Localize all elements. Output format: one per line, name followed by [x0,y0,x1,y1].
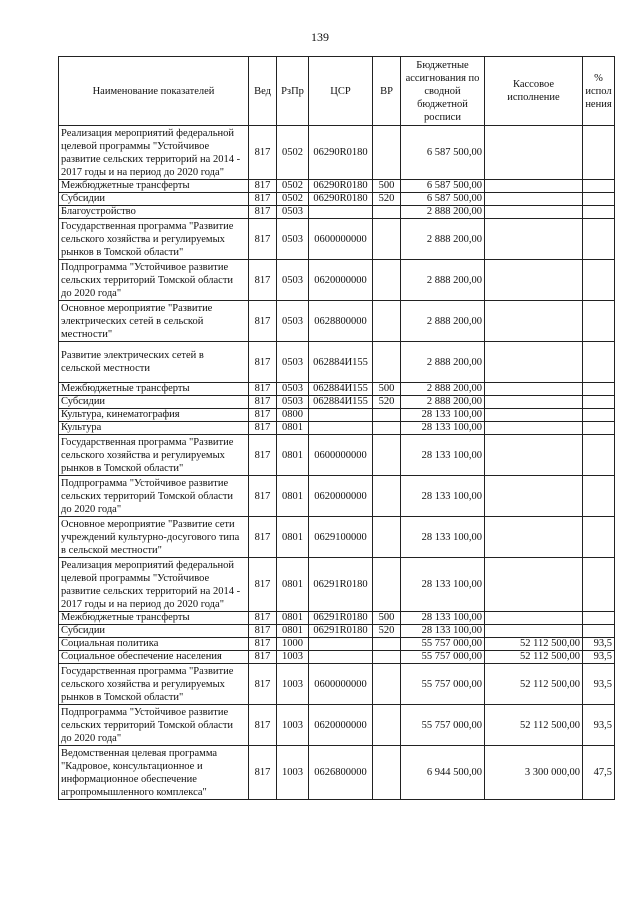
cell-vr [373,219,401,260]
cell-pct [583,383,615,396]
cell-name: Государственная программа "Развитие сельского хозяйства и регулируемых рынков в Томской области" [59,435,249,476]
cell-rzpr: 0801 [277,476,309,517]
cell-kassa: 3 300 000,00 [485,746,583,800]
cell-rzpr: 0502 [277,126,309,180]
cell-pct [583,193,615,206]
cell-kassa: 52 112 500,00 [485,651,583,664]
cell-name: Социальная политика [59,638,249,651]
cell-ved: 817 [249,342,277,383]
cell-rzpr: 0503 [277,219,309,260]
cell-rzpr: 0801 [277,558,309,612]
cell-vr [373,705,401,746]
cell-name: Развитие электрических сетей в сельской местности [59,342,249,383]
cell-pct [583,517,615,558]
cell-csr: 0629100000 [309,517,373,558]
cell-pct: 47,5 [583,746,615,800]
cell-pct [583,558,615,612]
cell-kassa [485,260,583,301]
cell-budget: 28 133 100,00 [401,409,485,422]
cell-csr: 06291R0180 [309,612,373,625]
cell-name: Благоустройство [59,206,249,219]
cell-budget: 28 133 100,00 [401,625,485,638]
table-body [59,126,615,800]
cell-budget: 28 133 100,00 [401,422,485,435]
cell-vr [373,664,401,705]
table-row [59,705,615,746]
table-row [59,193,615,206]
cell-name: Подпрограмма "Устойчивое развитие сельских территорий Томской области до 2020 года" [59,705,249,746]
cell-csr: 06291R0180 [309,625,373,638]
cell-vr [373,260,401,301]
cell-rzpr: 0503 [277,342,309,383]
table-row [59,409,615,422]
cell-csr: 0628800000 [309,301,373,342]
cell-budget: 6 587 500,00 [401,126,485,180]
cell-csr [309,651,373,664]
cell-csr: 0620000000 [309,476,373,517]
cell-kassa [485,342,583,383]
table-row [59,342,615,383]
cell-name: Основное мероприятие "Развитие электрических сетей в сельской местности" [59,301,249,342]
cell-rzpr: 0801 [277,517,309,558]
cell-ved: 817 [249,219,277,260]
cell-kassa [485,625,583,638]
cell-ved: 817 [249,260,277,301]
cell-budget: 55 757 000,00 [401,705,485,746]
cell-name: Реализация мероприятий федеральной целевой программы "Устойчивое развитие сельских территорий на 2014 - 2017 годы и на период до 2020 года" [59,126,249,180]
cell-name: Культура, кинематография [59,409,249,422]
cell-pct [583,422,615,435]
page-number: 139 [311,30,329,44]
table-row [59,219,615,260]
cell-rzpr: 0503 [277,260,309,301]
table-row [59,206,615,219]
cell-vr [373,558,401,612]
cell-pct [583,435,615,476]
cell-csr: 0620000000 [309,705,373,746]
cell-ved: 817 [249,409,277,422]
cell-pct [583,219,615,260]
table-row [59,517,615,558]
cell-kassa [485,180,583,193]
cell-budget: 2 888 200,00 [401,260,485,301]
cell-csr: 0620000000 [309,260,373,301]
cell-pct: 93,5 [583,638,615,651]
cell-pct: 93,5 [583,705,615,746]
cell-ved: 817 [249,301,277,342]
cell-ved: 817 [249,558,277,612]
cell-budget: 28 133 100,00 [401,476,485,517]
cell-ved: 817 [249,612,277,625]
cell-pct [583,476,615,517]
cell-kassa [485,435,583,476]
cell-kassa [485,476,583,517]
cell-ved: 817 [249,435,277,476]
table-row [59,383,615,396]
cell-ved: 817 [249,517,277,558]
cell-csr: 0600000000 [309,664,373,705]
cell-pct [583,409,615,422]
table-row [59,664,615,705]
cell-csr: 06290R0180 [309,180,373,193]
cell-budget: 2 888 200,00 [401,342,485,383]
cell-budget: 2 888 200,00 [401,219,485,260]
cell-ved: 817 [249,476,277,517]
cell-name: Субсидии [59,396,249,409]
cell-budget: 6 587 500,00 [401,193,485,206]
col-header-kassa: Кассовое исполнение [485,57,583,126]
budget-table [58,56,615,800]
cell-name: Подпрограмма "Устойчивое развитие сельских территорий Томской области до 2020 года" [59,476,249,517]
col-header-pct: % испол нения [583,57,615,126]
cell-vr [373,435,401,476]
cell-csr: 06291R0180 [309,558,373,612]
cell-kassa [485,206,583,219]
table-row [59,422,615,435]
cell-rzpr: 0800 [277,409,309,422]
cell-csr: 0600000000 [309,219,373,260]
cell-ved: 817 [249,396,277,409]
table-row [59,396,615,409]
cell-budget: 28 133 100,00 [401,517,485,558]
cell-budget: 2 888 200,00 [401,206,485,219]
cell-budget: 6 944 500,00 [401,746,485,800]
cell-pct: 93,5 [583,664,615,705]
table-row [59,558,615,612]
cell-csr [309,638,373,651]
cell-kassa: 52 112 500,00 [485,638,583,651]
cell-name: Ведомственная целевая программа "Кадровое, консультационное и информационное обеспечение агропромышленного комплекса" [59,746,249,800]
cell-vr [373,746,401,800]
cell-ved: 817 [249,206,277,219]
cell-rzpr: 1003 [277,746,309,800]
cell-vr: 500 [373,383,401,396]
cell-rzpr: 0502 [277,180,309,193]
cell-csr [309,206,373,219]
cell-pct [583,396,615,409]
col-header-budget: Бюджетные ассигнования по сводной бюджетной росписи [401,57,485,126]
cell-ved: 817 [249,625,277,638]
cell-rzpr: 0503 [277,396,309,409]
cell-rzpr: 0502 [277,193,309,206]
cell-budget: 2 888 200,00 [401,301,485,342]
cell-name: Реализация мероприятий федеральной целевой программы "Устойчивое развитие сельских территорий на 2014 - 2017 годы и на период до 2020 года" [59,558,249,612]
cell-rzpr: 1003 [277,705,309,746]
cell-budget: 55 757 000,00 [401,664,485,705]
cell-csr: 062884И155 [309,396,373,409]
cell-pct [583,625,615,638]
cell-pct: 93,5 [583,651,615,664]
cell-name: Государственная программа "Развитие сельского хозяйства и регулируемых рынков в Томской области" [59,664,249,705]
table-row [59,260,615,301]
cell-ved: 817 [249,422,277,435]
cell-budget: 55 757 000,00 [401,638,485,651]
cell-budget: 55 757 000,00 [401,651,485,664]
cell-vr [373,651,401,664]
table-row [59,435,615,476]
cell-vr [373,422,401,435]
cell-kassa [485,517,583,558]
cell-ved: 817 [249,193,277,206]
cell-pct [583,301,615,342]
cell-vr [373,409,401,422]
cell-kassa [485,219,583,260]
cell-rzpr: 0503 [277,301,309,342]
cell-vr: 520 [373,396,401,409]
table-row [59,625,615,638]
cell-ved: 817 [249,705,277,746]
cell-name: Субсидии [59,625,249,638]
col-header-name: Наименование показателей [59,57,249,126]
cell-vr: 500 [373,180,401,193]
cell-ved: 817 [249,180,277,193]
header-row [59,57,615,126]
cell-csr: 0626800000 [309,746,373,800]
col-header-rzpr: РзПр [277,57,309,126]
cell-name: Основное мероприятие "Развитие сети учреждений культурно-досугового типа в сельской местности" [59,517,249,558]
cell-pct [583,612,615,625]
cell-rzpr: 1003 [277,651,309,664]
cell-rzpr: 0503 [277,383,309,396]
cell-kassa [485,396,583,409]
cell-budget: 2 888 200,00 [401,396,485,409]
table-row [59,746,615,800]
cell-rzpr: 0801 [277,435,309,476]
cell-kassa: 52 112 500,00 [485,664,583,705]
table-row [59,476,615,517]
cell-budget: 2 888 200,00 [401,383,485,396]
cell-rzpr: 1003 [277,664,309,705]
cell-name: Культура [59,422,249,435]
table-row [59,651,615,664]
table-row [59,638,615,651]
cell-budget: 28 133 100,00 [401,435,485,476]
cell-name: Государственная программа "Развитие сельского хозяйства и регулируемых рынков в Томской области" [59,219,249,260]
cell-budget: 6 587 500,00 [401,180,485,193]
cell-rzpr: 1000 [277,638,309,651]
cell-kassa [485,422,583,435]
cell-rzpr: 0801 [277,625,309,638]
cell-name: Межбюджетные трансферты [59,383,249,396]
cell-rzpr: 0503 [277,206,309,219]
cell-name: Социальное обеспечение населения [59,651,249,664]
cell-vr: 520 [373,625,401,638]
cell-pct [583,180,615,193]
cell-vr [373,638,401,651]
cell-ved: 817 [249,746,277,800]
cell-csr: 0600000000 [309,435,373,476]
cell-vr: 500 [373,612,401,625]
cell-kassa [485,383,583,396]
cell-csr: 06290R0180 [309,126,373,180]
cell-pct [583,126,615,180]
cell-vr [373,126,401,180]
cell-vr [373,476,401,517]
cell-pct [583,342,615,383]
cell-ved: 817 [249,126,277,180]
cell-kassa: 52 112 500,00 [485,705,583,746]
cell-kassa [485,558,583,612]
cell-csr [309,422,373,435]
cell-budget: 28 133 100,00 [401,612,485,625]
cell-csr: 06290R0180 [309,193,373,206]
cell-name: Межбюджетные трансферты [59,180,249,193]
cell-vr: 520 [373,193,401,206]
col-header-csr: ЦСР [309,57,373,126]
cell-vr [373,517,401,558]
col-header-ved: Вед [249,57,277,126]
cell-kassa [485,126,583,180]
cell-ved: 817 [249,638,277,651]
table-row [59,126,615,180]
cell-ved: 817 [249,383,277,396]
cell-name: Межбюджетные трансферты [59,612,249,625]
cell-ved: 817 [249,651,277,664]
cell-vr [373,342,401,383]
table-row [59,612,615,625]
cell-kassa [485,409,583,422]
cell-csr: 062884И155 [309,383,373,396]
cell-budget: 28 133 100,00 [401,558,485,612]
cell-ved: 817 [249,664,277,705]
cell-pct [583,206,615,219]
cell-rzpr: 0801 [277,422,309,435]
table-row [59,301,615,342]
cell-vr [373,206,401,219]
cell-vr [373,301,401,342]
cell-name: Субсидии [59,193,249,206]
cell-kassa [485,612,583,625]
cell-kassa [485,193,583,206]
cell-csr [309,409,373,422]
cell-name: Подпрограмма "Устойчивое развитие сельских территорий Томской области до 2020 года" [59,260,249,301]
cell-pct [583,260,615,301]
cell-rzpr: 0801 [277,612,309,625]
col-header-vr: ВР [373,57,401,126]
cell-kassa [485,301,583,342]
cell-csr: 062884И155 [309,342,373,383]
table-row [59,180,615,193]
